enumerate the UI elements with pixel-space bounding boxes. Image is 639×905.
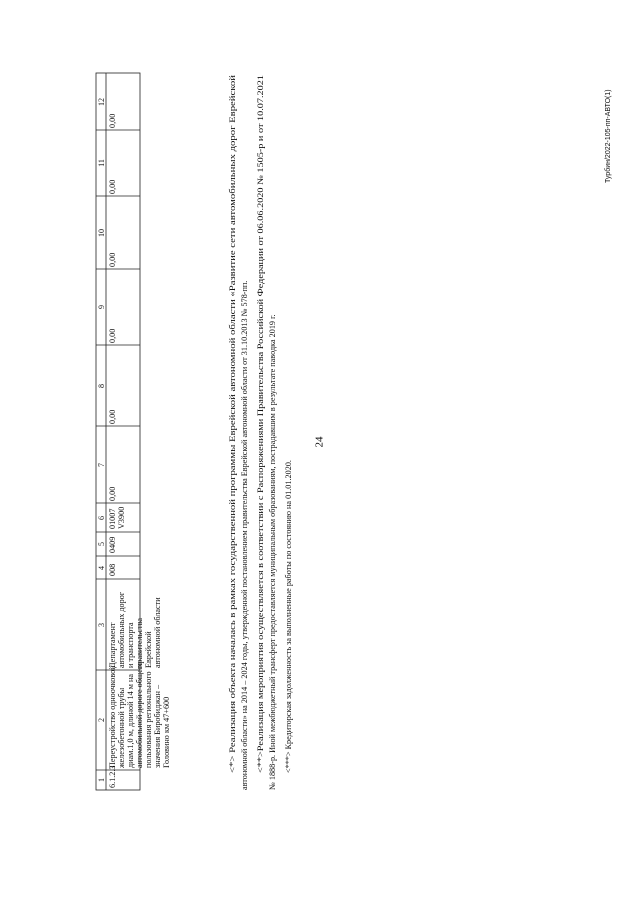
object-name-line: железобетонной трубы xyxy=(117,687,126,768)
note-2-line-2: № 1888-р. Иной межбюджетный трансферт предоставляется муниципальным образованиям, пострадавшим в результате паводка 2019 г. xyxy=(268,314,277,790)
executor-line: и транспорта xyxy=(126,622,135,668)
value-cell: 0,00 xyxy=(108,409,117,424)
header-cell: 7 xyxy=(97,463,106,467)
header-cell: 12 xyxy=(97,98,106,106)
object-name-line: значения Биробиджан – xyxy=(153,684,162,768)
object-name-line: автомобильной дороге общего xyxy=(135,661,144,768)
code-csr-line: 01007 xyxy=(108,508,117,529)
header-cell: 4 xyxy=(97,566,106,570)
note-2-line-1: <**>Реализация мероприятия осуществляется в соответствии с Распоряжениями Правительства Российской Федерации от 06.06.2020 № 1505-р и от 10.07.2021 xyxy=(256,214,265,773)
executor-line: Департамент xyxy=(108,622,117,668)
header-cell: 3 xyxy=(97,623,106,627)
header-cell: 10 xyxy=(97,229,106,237)
header-cell: 11 xyxy=(97,159,106,167)
executor-line: Еврейской xyxy=(144,631,153,668)
object-name-line: Переустройство одноочковой xyxy=(108,665,117,768)
executor-line: автономной области xyxy=(153,597,162,668)
executor-line: автомобильных дорог xyxy=(117,591,126,668)
note-1-line-1: <*> Реализация объекта началась в рамках государственной программы Еврейской автономной области «Развитие сети автомобильных дорог Еврейской xyxy=(228,238,237,773)
document-code: Турбин/2022-105-пп-АВТО(1) xyxy=(605,89,612,183)
row-number: 6.1.2.3 xyxy=(108,765,117,788)
header-cell: 9 xyxy=(97,305,106,309)
header-cell: 6 xyxy=(97,516,106,520)
header-cell: 2 xyxy=(97,718,106,722)
object-name-line: пользования регионального xyxy=(144,671,153,768)
code-grbs: 008 xyxy=(108,563,117,576)
value-cell: 0,00 xyxy=(108,252,117,267)
code-rzpr: 0409 xyxy=(108,536,117,553)
code-csr-line: V3900 xyxy=(117,506,126,529)
note-1-line-2: автономной области» на 2014 – 2024 годы, утвержденной постановлением правительства Еврейской автономной области от 31.10.2013 № 578-пп. xyxy=(240,280,249,790)
object-name-line: диам.1,0 м, длиной 14 м на xyxy=(126,674,135,768)
header-cell: 8 xyxy=(97,384,106,388)
page-number: 24 xyxy=(313,436,326,448)
note-3: <***> Кредиторская задолженность за выполненные работы по состоянию на 01.01.2020. xyxy=(284,460,293,773)
header-cell: 5 xyxy=(97,542,106,546)
value-cell: 0,00 xyxy=(108,179,117,194)
value-cell: 0,00 xyxy=(108,486,117,501)
header-cell: 1 xyxy=(97,778,106,782)
value-cell: 0,00 xyxy=(108,328,117,343)
object-name-line: Головино км 47+600 xyxy=(162,696,171,768)
executor-line: правительства xyxy=(135,618,144,668)
value-cell: 0,00 xyxy=(108,113,117,128)
